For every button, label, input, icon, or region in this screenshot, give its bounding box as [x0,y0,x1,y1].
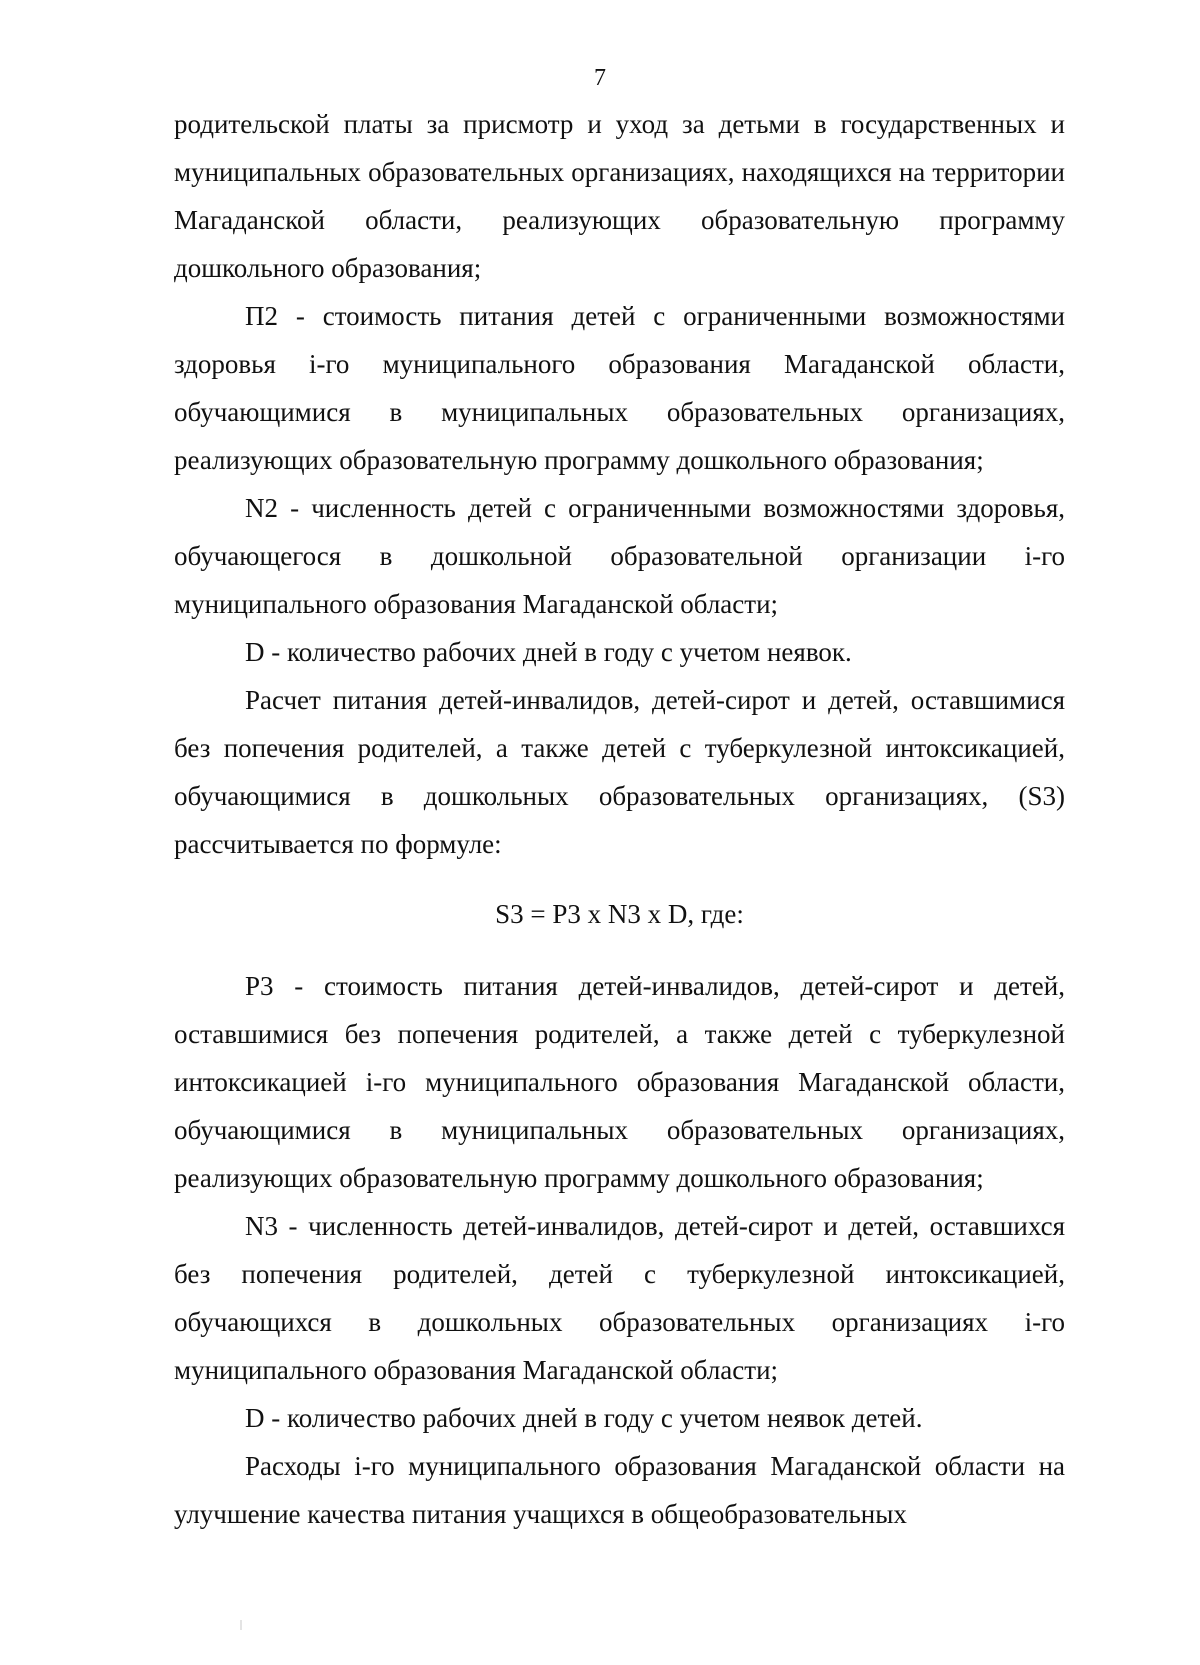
paragraph-s3-calculation-intro: Расчет питания детей-инвалидов, детей-сирот и детей, оставшимися без попечения родителей, а также детей с туберкулезной интоксикацией, обучающимися в дошкольных образовательных организациях, (S3) рассчитывается по формуле: [174,685,1065,859]
page-number: 7 [594,65,606,91]
paragraph-p3-definition: P3 - стоимость питания детей-инвалидов, детей-сирот и детей, оставшимися без попечения родителей, а также детей с туберкулезной интоксикацией i-го муниципального образования Магаданской области, обучающимися в муниципальных образовательных организациях, реализующих образовательную программу дошкольного образования; [174,971,1065,1193]
paragraph-parent-fee-continuation: родительской платы за присмотр и уход за детьми в государственных и муниципальных образовательных организациях, находящихся на территории Магаданской области, реализующих образовательную программу дошкольного образования; [174,109,1065,283]
paragraph-n2-definition: N2 - численность детей с ограниченными возможностями здоровья, обучающегося в дошкольной образовательной организации i-го муниципального образования Магаданской области; [174,493,1065,619]
paragraph-expenses-intro: Расходы i-го муниципального образования Магаданской области на улучшение качества питания учащихся в общеобразовательных [174,1451,1065,1529]
paragraph-d-children-definition: D - количество рабочих дней в году с учетом неявок детей. [245,1403,923,1433]
scan-speck [240,1620,242,1630]
paragraph-d-definition: D - количество рабочих дней в году с учетом неявок. [245,637,852,667]
paragraph-n3-definition: N3 - численность детей-инвалидов, детей-сирот и детей, оставшихся без попечения родителей, детей с туберкулезной интоксикацией, обучающихся в дошкольных образовательных организациях i-го муниципального образования Магаданской области; [174,1211,1065,1385]
paragraph-p2-definition: П2 - стоимость питания детей с ограниченными возможностями здоровья i-го муниципального образования Магаданской области, обучающимися в муниципальных образовательных организациях, реализующих образовательную программу дошкольного образования; [174,301,1065,475]
formula-s3: S3 = P3 x N3 x D, где: [495,899,744,929]
document-body [174,100,1065,1538]
